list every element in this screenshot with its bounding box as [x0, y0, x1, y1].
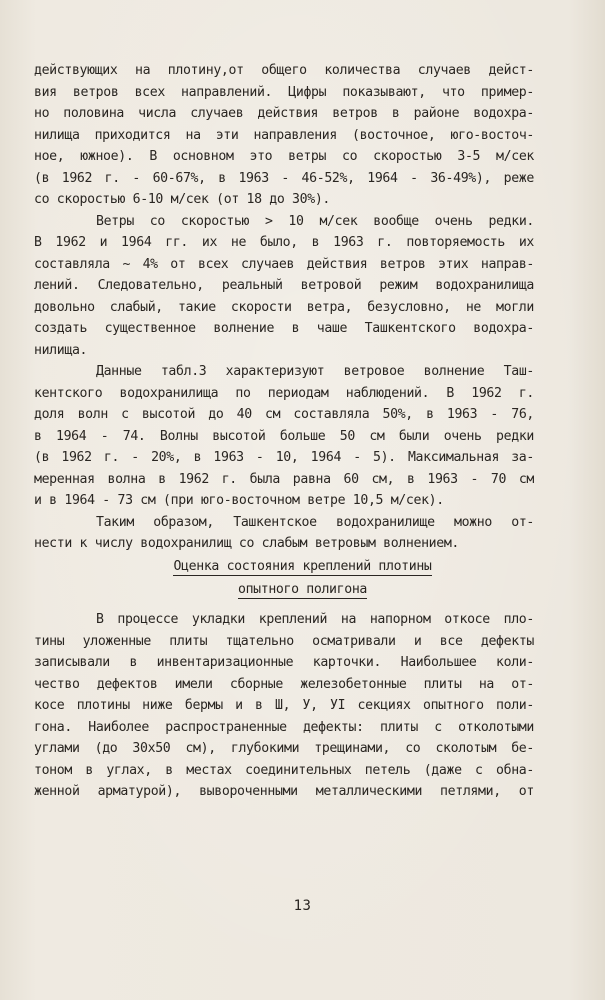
text-line: лений. Следовательно, реальный ветровой режим водохранилища — [34, 278, 534, 293]
text-line: (в 1962 г. - 20%, в 1963 - 10, 1964 - 5). Максимальная за- — [34, 450, 534, 465]
text-line: тины уложенные плиты тщательно осматривали и все дефекты — [34, 633, 534, 649]
text-line: вия ветров всех направлений. Цифры показывают, что пример- — [34, 84, 534, 100]
text-line: чество дефектов имели сборные железобетонные плиты на от- — [34, 676, 534, 692]
text-line: косе плотины ниже бермы и в Ш, У, УI секциях опытного поли- — [34, 698, 534, 713]
text-line: довольно слабый, такие скорости ветра, безусловно, не могли — [34, 299, 534, 315]
upper-text-block — [34, 60, 534, 555]
text-line: В 1962 и 1964 гг. их не было, в 1963 г. повторяемость их — [34, 235, 534, 250]
text-line: в 1964 - 74. Волны высотой больше 50 см были очень редки — [34, 428, 534, 444]
page-number: 13 — [293, 898, 312, 914]
text-line: Таким образом, Ташкентское водохранилище можно от- — [96, 514, 534, 530]
text-line: углами (до 30х50 см), глубокими трещинами, со сколотым бе- — [34, 741, 534, 756]
text-line: но половина числа случаев действия ветров в районе водохра- — [34, 106, 534, 121]
text-line: Данные табл.3 характеризуют ветровое волнение Таш- — [96, 364, 534, 379]
text-line: создать существенное волнение в чаше Ташкентского водохра- — [34, 321, 534, 336]
text-line: женной арматурой), вывороченными металлическими петлями, от — [34, 784, 534, 799]
text-line: (в 1962 г. - 60-67%, в 1963 - 46-52%, 1964 - 36-49%), реже — [34, 170, 534, 186]
text-line: нилища. — [34, 342, 88, 358]
text-line: гона. Наиболее распространенные дефекты: плиты с отколотыми — [34, 719, 534, 735]
section-heading-line: Оценка состояния креплений плотины — [173, 559, 432, 574]
lower-text-block — [34, 609, 534, 803]
text-line: составляла ~ 4% от всех случаев действия ветров этих направ- — [34, 256, 534, 272]
text-line: со скоростью 6-10 м/сек (от 18 до 30%). — [34, 192, 330, 207]
text-line: В процессе укладки креплений на напорном откосе пло- — [96, 612, 534, 627]
section-heading — [0, 559, 605, 574]
text-line: меренная волна в 1962 г. была равна 60 см, в 1963 - 70 см — [34, 471, 534, 487]
text-line: ное, южное). В основном это ветры со скоростью 3-5 м/сек — [34, 149, 534, 164]
section-heading — [0, 582, 605, 597]
text-line: доля волн с высотой до 40 см составляла 50%, в 1963 - 76, — [34, 407, 534, 422]
text-line: Ветры со скоростью > 10 м/сек вообще очень редки. — [96, 213, 534, 229]
text-line: и в 1964 - 73 см (при юго-восточном ветре 10,5 м/сек). — [34, 493, 444, 508]
text-line: нилища приходится на эти направления (восточное, юго-восточ- — [34, 127, 534, 143]
section-heading-line: опытного полигона — [237, 582, 368, 597]
text-line: тоном в углах, в местах соединительных петель (даже с обна- — [34, 762, 534, 778]
text-line: кентского водохранилища по периодам наблюдений. В 1962 г. — [34, 385, 534, 401]
text-line: нести к числу водохранилищ со слабым ветровым волнением. — [34, 536, 460, 551]
text-line: записывали в инвентаризационные карточки. Наибольшее коли- — [34, 655, 534, 670]
text-line: действующих на плотину,от общего количества случаев дейст- — [34, 63, 534, 78]
